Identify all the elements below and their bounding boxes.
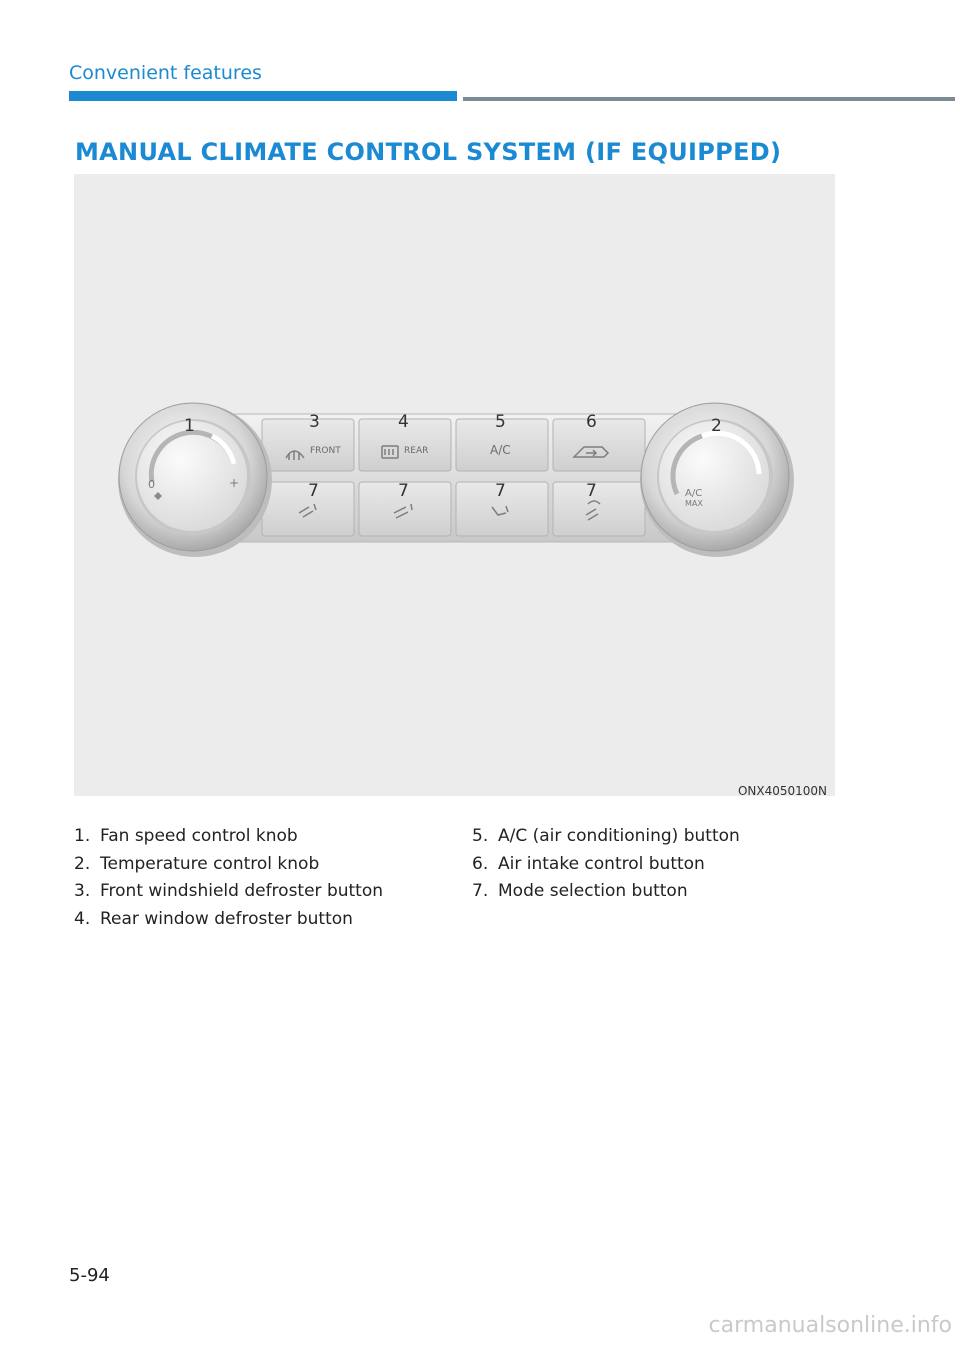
callout-3: 3 — [309, 412, 320, 432]
callout-2: 2 — [711, 416, 722, 436]
legend-item: 2. Temperature control knob — [74, 853, 320, 874]
figure-code: ONX4050100N — [737, 784, 827, 798]
mode-button-floor-defrost[interactable] — [553, 482, 645, 536]
callout-6: 6 — [586, 412, 597, 432]
front-label: FRONT — [310, 446, 341, 456]
legend-item: 6. Air intake control button — [472, 853, 705, 874]
front-defrost-button[interactable] — [262, 419, 354, 471]
callout-1: 1 — [184, 416, 195, 436]
fan-zero-label: 0 — [148, 478, 155, 491]
legend-item: 7. Mode selection button — [472, 881, 688, 901]
callout-7a: 7 — [308, 481, 319, 501]
ac-max-label-line2: MAX — [685, 499, 703, 508]
air-intake-button[interactable] — [553, 419, 645, 471]
callout-7c: 7 — [495, 481, 506, 501]
header-rule — [463, 97, 955, 101]
callout-7d: 7 — [586, 481, 597, 501]
climate-panel-illustration — [74, 174, 835, 796]
ac-max-label-line1: A/C — [685, 488, 703, 499]
watermark: carmanualsonline.info — [708, 1313, 952, 1338]
legend-item: 5. A/C (air conditioning) button — [472, 826, 740, 846]
fan-plus-label: + — [229, 476, 240, 490]
page-title: MANUAL CLIMATE CONTROL SYSTEM (IF EQUIPPED) — [75, 138, 782, 166]
legend-item: 3. Front windshield defroster button — [74, 881, 384, 901]
legend-item: 4. Rear window defroster button — [74, 908, 353, 929]
legend-left — [74, 823, 383, 933]
callout-4: 4 — [398, 412, 409, 432]
ac-label: A/C — [490, 443, 511, 457]
rear-label: REAR — [404, 446, 429, 456]
legend-item: 1. Fan speed control knob — [74, 826, 298, 846]
page-number: 5-94 — [69, 1265, 110, 1286]
callout-7b: 7 — [398, 481, 409, 501]
climate-control-figure — [74, 174, 835, 796]
section-header: Convenient features — [69, 62, 262, 84]
fan-speed-knob[interactable] — [118, 403, 272, 557]
callout-5: 5 — [495, 412, 506, 432]
header-accent-bar — [69, 91, 457, 101]
legend-right — [472, 823, 740, 906]
